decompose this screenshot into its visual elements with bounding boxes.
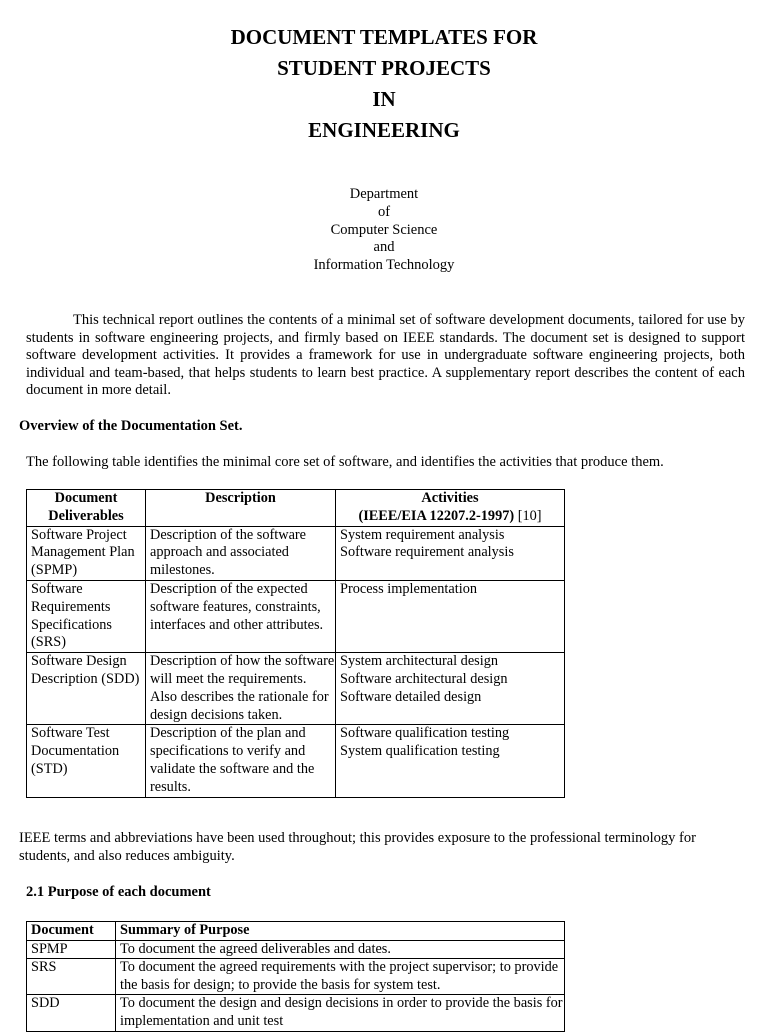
title-line: DOCUMENT TEMPLATES FOR — [230, 25, 538, 49]
table-row — [27, 940, 565, 959]
title-line: IN — [372, 87, 396, 111]
terminology-paragraph: IEEE terms and abbreviations have been used throughout; this provides exposure to the professional terminology for students, and also reduces ambiguity. — [19, 830, 696, 864]
activity-item: Process implementation — [340, 580, 477, 597]
table-header-row — [27, 922, 565, 941]
summary-cell: To document the design and design decisions in order to provide the basis for implementation and unit test — [116, 995, 565, 1031]
department-line: Computer Science — [330, 221, 438, 238]
department-line: and — [373, 239, 395, 256]
activity-item: Software qualification testing — [340, 725, 510, 742]
summary-cell: To document the agreed requirements with the project supervisor; to provide the basis for design; to provide the basis for system test. — [116, 959, 565, 995]
table-row — [27, 725, 565, 797]
deliverable-cell: Software Requirements Specifications (SRS) — [27, 580, 146, 652]
activity-item: System architectural design — [340, 653, 499, 670]
deliverable-cell: Software Project Management Plan (SPMP) — [27, 526, 146, 580]
activity-item: Software architectural design — [340, 670, 508, 687]
deliverable-cell: Software Design Description (SDD) — [27, 653, 146, 725]
header-document: Document — [27, 922, 116, 941]
document-cell: SDD — [27, 995, 116, 1031]
title-line: STUDENT PROJECTS — [277, 56, 491, 80]
header-activities — [336, 490, 565, 527]
activity-item: Software detailed design — [340, 688, 482, 705]
activity-item: System qualification testing — [340, 743, 500, 760]
description-cell: Description of the plan and specifications to verify and validate the software and the results. — [146, 725, 336, 797]
document-cell: SPMP — [27, 940, 116, 959]
activities-cell — [336, 580, 565, 652]
purpose-table — [26, 921, 565, 1032]
activity-item: System requirement analysis — [340, 526, 505, 543]
table-row — [27, 580, 565, 652]
activities-cell — [336, 653, 565, 725]
activities-cell — [336, 526, 565, 580]
description-cell: Description of how the software will meet the requirements. Also describes the rationale for design decisions taken. — [146, 653, 336, 725]
header-activities-reference: [10] — [517, 507, 542, 524]
table-row — [27, 653, 565, 725]
intro-paragraph: This technical report outlines the contents of a minimal set of software development documents, tailored for use by students in software engineering projects, and firmly based on IEEE standards. The document set is designed to support software development activities. It provides a framework for use in undergraduate software engineering projects, both individual and team-based, that helps students to learn best practice. A supplementary report describes the content of each document in more detail. — [26, 312, 745, 399]
header-deliverables: Document Deliverables — [27, 490, 146, 527]
description-cell: Description of the expected software features, constraints, interfaces and other attributes. — [146, 580, 336, 652]
header-description: Description — [146, 490, 336, 527]
header-activities-standard: (IEEE/EIA 12207.2-1997) — [358, 507, 515, 524]
overview-heading: Overview of the Documentation Set. — [19, 418, 243, 434]
table-row — [27, 995, 565, 1031]
activities-cell — [336, 725, 565, 797]
table-row — [27, 959, 565, 995]
table-intro-text: The following table identifies the minimal core set of software, and identifies the activities that produce them. — [26, 454, 664, 470]
summary-cell: To document the agreed deliverables and dates. — [116, 940, 565, 959]
activity-item: Software requirement analysis — [340, 544, 514, 561]
department-line: Department — [349, 186, 419, 202]
table-row — [27, 526, 565, 580]
table-header-row — [27, 490, 565, 527]
deliverable-cell: Software Test Documentation (STD) — [27, 725, 146, 797]
department-line: Information Technology — [313, 257, 455, 274]
document-cell: SRS — [27, 959, 116, 995]
title-line: ENGINEERING — [308, 118, 460, 142]
purpose-heading: 2.1 Purpose of each document — [26, 884, 211, 900]
description-cell: Description of the software approach and associated milestones. — [146, 526, 336, 580]
document-title — [0, 22, 768, 146]
department-block — [0, 186, 768, 275]
header-summary: Summary of Purpose — [116, 922, 565, 941]
department-line: of — [377, 203, 391, 220]
header-activities-line1: Activities — [421, 490, 479, 506]
deliverables-table — [26, 489, 565, 798]
